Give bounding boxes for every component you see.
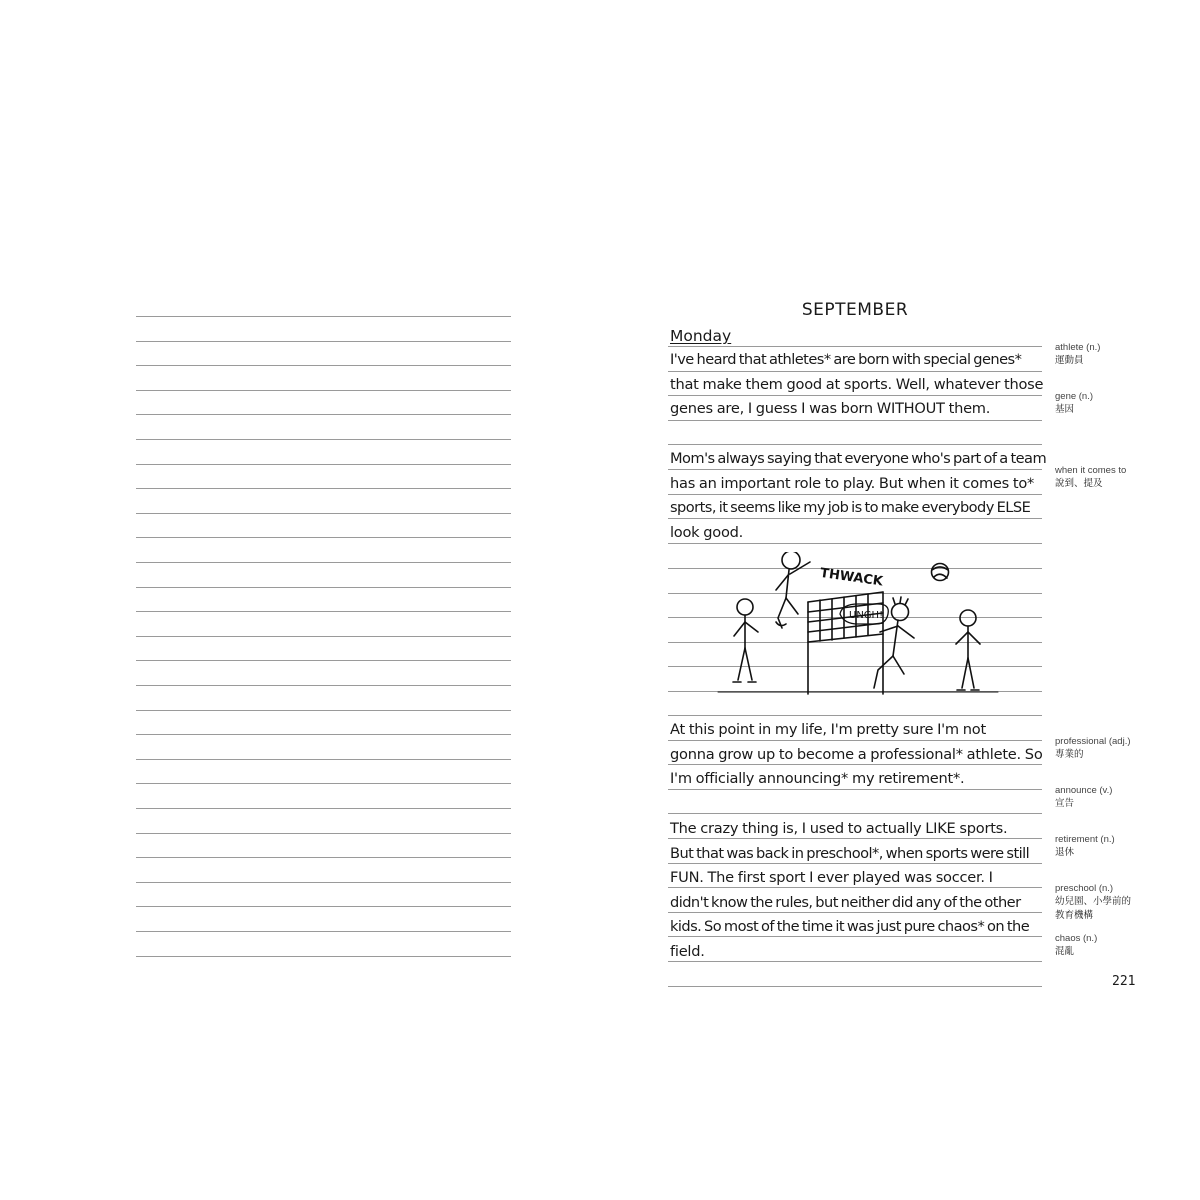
gloss-term: announce (v.): [1055, 785, 1113, 796]
ruling-line: [136, 906, 511, 907]
right-diary-page: [668, 290, 1148, 1010]
gloss-translation: 幼兒園、小學前的: [1055, 896, 1132, 907]
ruling-line: [136, 341, 511, 342]
gloss-term: retirement (n.): [1055, 834, 1115, 845]
day-heading: Monday: [670, 327, 732, 345]
text-line: field.: [670, 942, 705, 960]
diary-paragraph-2: [670, 447, 1047, 545]
ruling-line: [136, 685, 511, 686]
ruling-line: [136, 956, 511, 957]
text-line: that make them good at sports. Well, whatever those: [670, 375, 1044, 393]
text-line: I've heard that athletes* are born with special genes*: [670, 351, 1022, 368]
text-line: sports, it seems like my job is to make everybody ELSE: [670, 499, 1031, 516]
ruling-line: [136, 931, 511, 932]
ruling-line: [136, 439, 511, 440]
gloss-translation: 運動員: [1055, 355, 1084, 366]
diary-paragraph-1: [670, 348, 1042, 422]
gloss-retirement: [1055, 833, 1150, 860]
gloss-translation: 說到、提及: [1055, 478, 1103, 489]
page-number: 221: [1112, 974, 1136, 989]
ruling-line: [136, 833, 511, 834]
ruling-line: [136, 587, 511, 588]
ruling-line: [668, 813, 1042, 814]
text-line: genes are, I guess I was born WITHOUT them.: [670, 400, 991, 417]
ruling-line: [136, 513, 511, 514]
text-line: has an important role to play. But when it comes to*: [670, 474, 1035, 492]
gloss-term: professional (adj.): [1055, 736, 1131, 747]
gloss-gene: [1055, 390, 1150, 417]
ruling-line: [136, 562, 511, 563]
gloss-term: athlete (n.): [1055, 342, 1101, 353]
gloss-translation-cont: 教育機構: [1055, 910, 1094, 921]
text-line: gonna grow up to become a professional* athlete. So: [670, 745, 1043, 763]
text-line: look good.: [670, 523, 744, 541]
ruling-line: [136, 464, 511, 465]
ruling-line: [136, 759, 511, 760]
ruling-line: [136, 488, 511, 489]
ruling-line: [136, 537, 511, 538]
ruling-line: [136, 710, 511, 711]
sfx-thwack: THWACK: [819, 565, 884, 590]
gloss-translation: 混亂: [1055, 946, 1075, 957]
gloss-announce: [1055, 784, 1150, 811]
ruling-line: [136, 316, 511, 317]
ruling-line: [136, 783, 511, 784]
gloss-term: when it comes to: [1055, 465, 1127, 476]
ruling-line: [136, 636, 511, 637]
gloss-professional: [1055, 735, 1150, 762]
ruling-line: [136, 611, 511, 612]
text-line: At this point in my life, I'm pretty sure I'm not: [670, 721, 986, 738]
gloss-translation: 宣告: [1055, 798, 1075, 809]
diary-paragraph-3: [670, 718, 1042, 792]
ruling-line: [136, 390, 511, 391]
gloss-translation: 專業的: [1055, 749, 1084, 760]
sfx-ungh: UNGH!: [849, 610, 884, 621]
left-ruled-page: [136, 316, 511, 966]
ruling-line: [668, 986, 1042, 987]
ruling-line: [136, 660, 511, 661]
ruling-line: [136, 808, 511, 809]
gloss-translation: 退休: [1055, 847, 1075, 858]
ruling-line: [668, 715, 1042, 716]
ruling-line: [136, 414, 511, 415]
text-line: But that was back in preschool*, when sports were still: [670, 844, 1030, 862]
diary-paragraph-4: [670, 817, 1042, 964]
text-line: kids. So most of the time it was just pure chaos* on the: [670, 918, 1030, 935]
gloss-term: chaos (n.): [1055, 933, 1098, 944]
text-line: didn't know the rules, but neither did any of the other: [670, 893, 1021, 911]
ruling-line: [668, 346, 1042, 347]
volleyball-illustration: [708, 552, 1008, 712]
gloss-athlete: [1055, 341, 1150, 368]
gloss-term: preschool (n.): [1055, 883, 1114, 894]
gloss-term: gene (n.): [1055, 391, 1094, 402]
ruling-line: [136, 365, 511, 366]
text-line: I'm officially announcing* my retirement*.: [670, 770, 965, 787]
gloss-preschool: [1055, 882, 1150, 923]
ruling-line: [136, 734, 511, 735]
ruling-line: [136, 882, 511, 883]
ruling-line: [668, 444, 1042, 445]
text-line: FUN. The first sport I ever played was soccer. I: [670, 869, 993, 886]
gloss-chaos: [1055, 932, 1150, 959]
month-heading: SEPTEMBER: [801, 300, 909, 320]
text-line: The crazy thing is, I used to actually LIKE sports.: [670, 820, 1008, 837]
ruling-line: [136, 857, 511, 858]
gloss-translation: 基因: [1055, 404, 1075, 415]
text-line: Mom's always saying that everyone who's part of a team: [670, 450, 1047, 467]
gloss-when-it-comes-to: [1055, 464, 1150, 491]
